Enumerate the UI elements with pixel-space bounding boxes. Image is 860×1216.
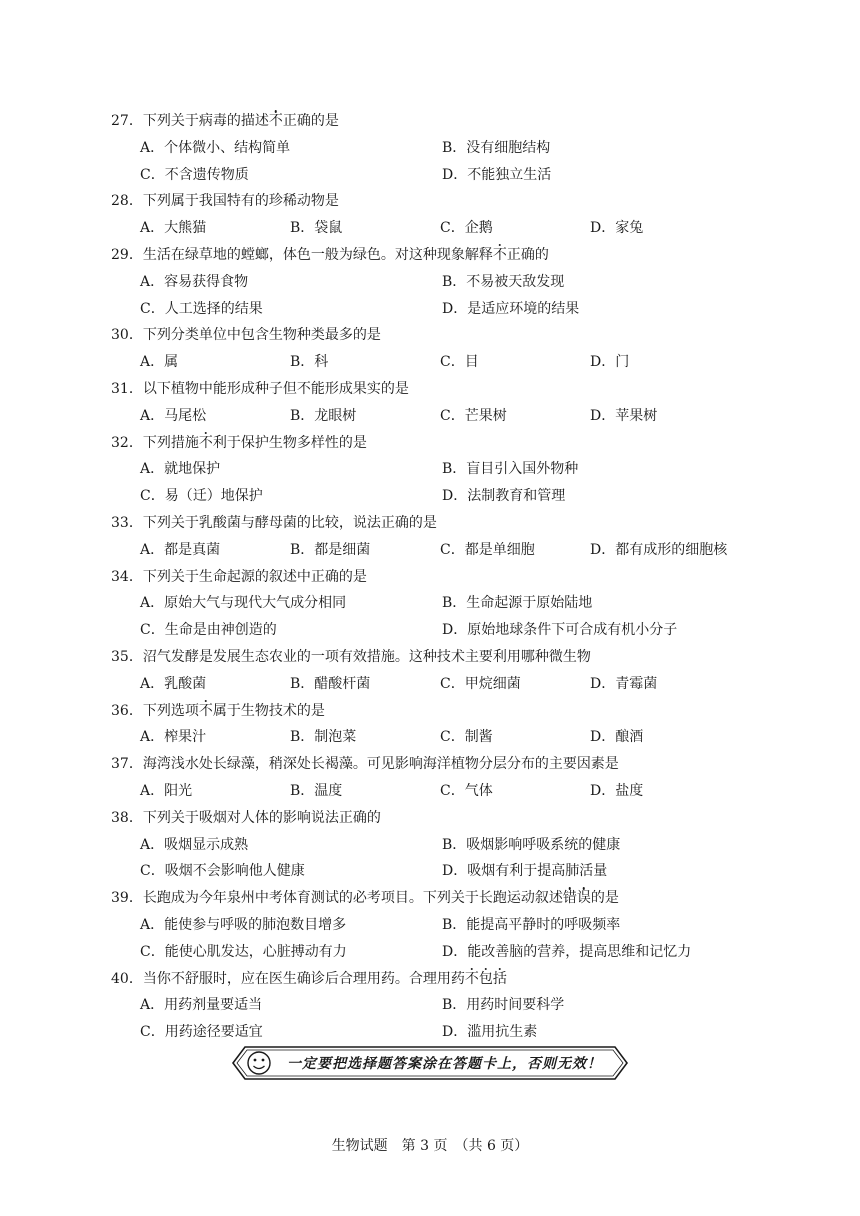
options-row (111, 135, 811, 162)
answer-option: A．能使参与呼吸的肺泡数目增多 (140, 916, 347, 933)
answer-option: B．科 (290, 354, 329, 371)
emphasis-char: 括 (492, 970, 507, 987)
answer-option: D．吸烟有利于提高肺活量 (442, 863, 608, 880)
answer-option: B．能提高平静时的呼吸频率 (442, 916, 621, 933)
answer-option: A．榨果汁 (140, 729, 207, 746)
emphasis-char: 不 (198, 702, 213, 719)
question-stem: 32．下列措施不利于保护生物多样性的是 (111, 434, 367, 451)
answer-option: D．酿酒 (590, 729, 644, 746)
answer-option: B．制泡菜 (290, 729, 357, 746)
answer-option: C．气体 (440, 782, 493, 799)
options-row (111, 939, 811, 966)
question-stem: 34．下列关于生命起源的叙述中正确的是 (111, 568, 367, 585)
answer-option: C．企鹅 (440, 220, 493, 237)
answer-option: D．家兔 (590, 220, 644, 237)
answer-option: C．人工选择的结果 (140, 300, 263, 317)
question-stem: 37．海湾浅水处长绿藻，稍深处长褐藻。可见影响海洋植物分层分布的主要因素是 (111, 756, 619, 773)
banner-text: 一定要把选择题答案涂在答题卡上，否则无效！ (287, 1056, 602, 1072)
question-stem: 36．下列选项不属于生物技术的是 (111, 702, 325, 719)
answer-option: A．大熊猫 (140, 220, 207, 237)
answer-option: B．没有细胞结构 (442, 139, 551, 156)
answer-option: A．就地保护 (140, 461, 221, 478)
answer-option: B．龙眼树 (290, 407, 357, 424)
answer-option: D．能改善脑的营养，提高思维和记忆力 (442, 943, 692, 960)
answer-option: A．吸烟显示成熟 (140, 836, 249, 853)
answer-option: D．门 (590, 354, 630, 371)
options-row (111, 858, 811, 885)
answer-option: C．不含遗传物质 (140, 166, 249, 183)
options-row (111, 296, 811, 323)
answer-option: B．温度 (290, 782, 343, 799)
answer-option: A．马尾松 (140, 407, 207, 424)
answer-option: C．吸烟不会影响他人健康 (140, 863, 305, 880)
answer-option: D．不能独立生活 (442, 166, 552, 183)
options-row (111, 349, 811, 376)
question-stem: 38．下列关于吸烟对人体的影响说法正确的 (111, 809, 381, 826)
question-stem: 29．生活在绿草地的螳螂，体色一般为绿色。对这种现象解释不正确的 (111, 246, 549, 263)
options-row (111, 456, 811, 483)
answer-option: D．都有成形的细胞核 (590, 541, 728, 558)
answer-option: A．都是真菌 (140, 541, 221, 558)
options-row (111, 912, 811, 939)
answer-option: D．法制教育和管理 (442, 488, 566, 505)
answer-option: A．原始大气与现代大气成分相同 (140, 595, 347, 612)
question-stem: 28．下列属于我国特有的珍稀动物是 (111, 193, 339, 210)
answer-option: C．芒果树 (440, 407, 507, 424)
options-row (111, 992, 811, 1019)
options-row (111, 724, 811, 751)
emphasis-char: 不 (492, 246, 507, 263)
emphasis-char: 错 (562, 890, 577, 907)
options-row (111, 269, 811, 296)
options-row (111, 403, 811, 430)
answer-option: A．属 (140, 354, 179, 371)
options-row (111, 671, 811, 698)
smiley-face-icon (248, 1052, 270, 1074)
question-stem: 31．以下植物中能形成种子但不能形成果实的是 (111, 380, 409, 397)
answer-option: C．目 (440, 354, 479, 371)
answer-option: B．用药时间要科学 (442, 997, 565, 1014)
answer-option: A．乳酸菌 (140, 675, 207, 692)
answer-sheet-reminder-banner (225, 1043, 635, 1083)
options-row (111, 590, 811, 617)
question-stem: 30．下列分类单位中包含生物种类最多的是 (111, 327, 381, 344)
options-row (111, 778, 811, 805)
options-row (111, 162, 811, 189)
question-stem: 33．下列关于乳酸菌与酵母菌的比较，说法正确的是 (111, 514, 437, 531)
answer-option: B．袋鼠 (290, 220, 343, 237)
emphasis-char: 误 (576, 890, 591, 907)
answer-option: B．吸烟影响呼吸系统的健康 (442, 836, 621, 853)
answer-option: A．容易获得食物 (140, 273, 249, 290)
question-list (111, 108, 811, 1046)
emphasis-char: 不 (464, 970, 479, 987)
options-row (111, 832, 811, 859)
question-stem: 39．长跑成为今年泉州中考体育测试的必考项目。下列关于长跑运动叙述错误的是 (111, 890, 619, 907)
answer-option: B．盲目引入国外物种 (442, 461, 579, 478)
answer-option: A．阳光 (140, 782, 193, 799)
emphasis-char: 不 (268, 113, 283, 129)
answer-option: C．甲烷细菌 (440, 675, 521, 692)
options-row (111, 483, 811, 510)
options-row (111, 537, 811, 564)
answer-option: D．是适应环境的结果 (442, 300, 580, 317)
page-footer: 生物试题 第 3 页 （共 6 页） (331, 1138, 529, 1154)
emphasis-char: 包 (478, 970, 493, 987)
answer-option: B．生命起源于原始陆地 (442, 595, 593, 612)
answer-option: B．都是细菌 (290, 541, 371, 558)
answer-option: A．个体微小、结构简单 (140, 139, 291, 156)
answer-option: D．苹果树 (590, 407, 658, 424)
options-row (111, 617, 811, 644)
answer-option: D．青霉菌 (590, 675, 658, 692)
answer-option: C．制酱 (440, 729, 493, 746)
answer-option: D．滥用抗生素 (442, 1024, 538, 1041)
answer-option: C．能使心肌发达，心脏搏动有力 (140, 943, 347, 960)
answer-option: B．不易被天敌发现 (442, 273, 565, 290)
question-stem: 35．沼气发酵是发展生态农业的一项有效措施。这种技术主要利用哪种微生物 (111, 648, 591, 665)
answer-option: C．用药途径要适宜 (140, 1024, 263, 1041)
answer-option: C．都是单细胞 (440, 541, 535, 558)
answer-option: D．盐度 (590, 782, 644, 799)
answer-option: C．易（迁）地保护 (140, 488, 263, 505)
answer-option: C．生命是由神创造的 (140, 622, 277, 639)
answer-option: A．用药剂量要适当 (140, 997, 263, 1014)
question-stem: 27．下列关于病毒的描述不正确的是 (111, 113, 339, 129)
emphasis-char: 不 (198, 434, 213, 451)
options-row (111, 215, 811, 242)
answer-option: D．原始地球条件下可合成有机小分子 (442, 622, 678, 639)
answer-option: B．醋酸杆菌 (290, 675, 371, 692)
question-stem: 40．当你不舒服时，应在医生确诊后合理用药。合理用药不包括 (111, 970, 507, 987)
options-row (111, 1019, 811, 1046)
